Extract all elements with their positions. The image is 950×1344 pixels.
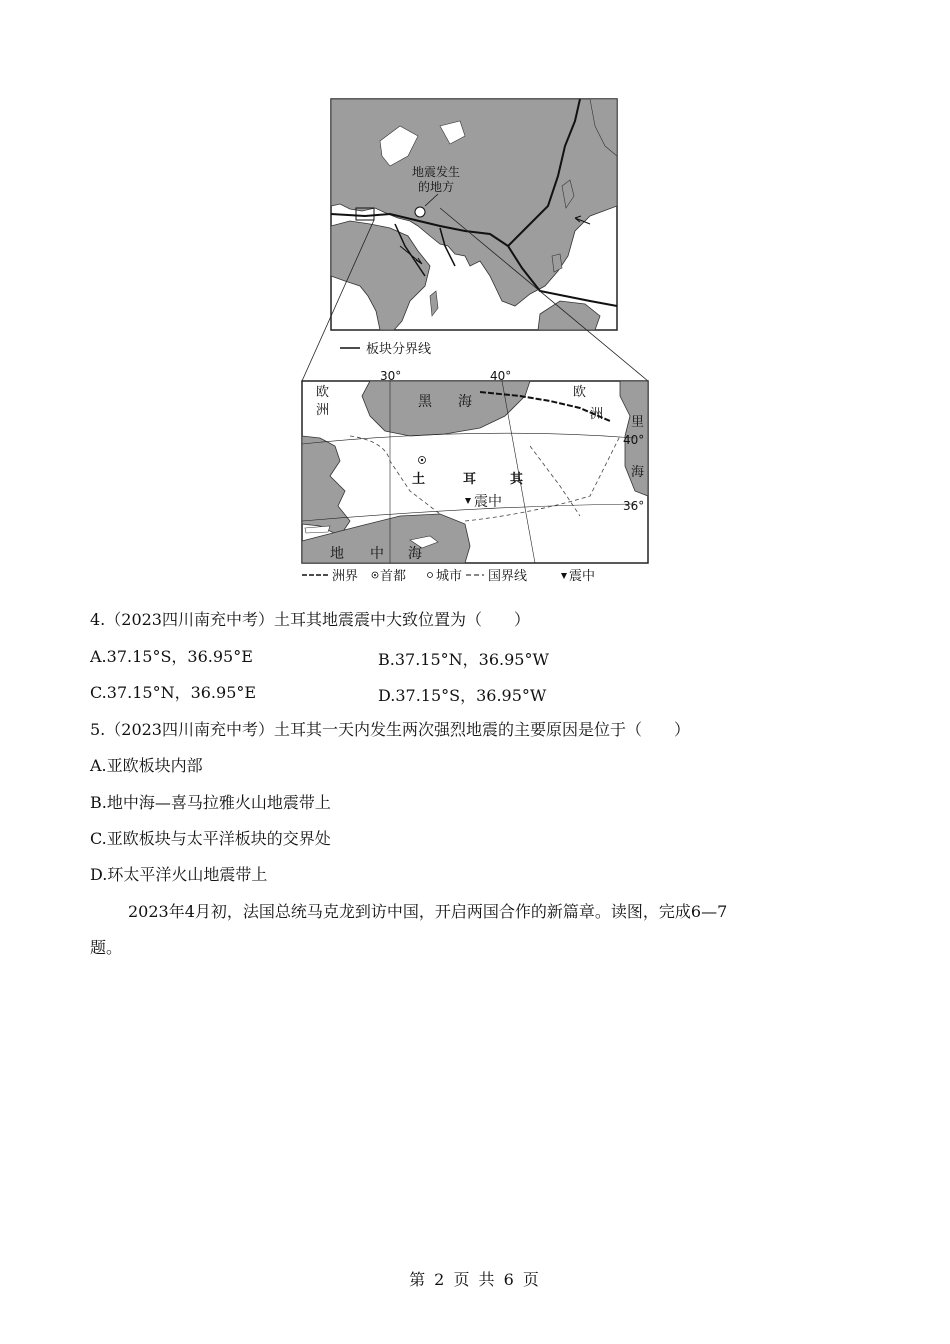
legend-capital: 首都 xyxy=(380,569,407,584)
q5-option-a: A.亚欧板块内部 xyxy=(90,756,203,775)
turkey-2: 耳 xyxy=(463,472,477,487)
med-2: 中 xyxy=(370,546,384,562)
q4-option-b: B.37.15°N，36.95°W xyxy=(378,650,549,669)
q5-stem: 5.（2023四川南充中考）土耳其一天内发生两次强烈地震的主要原因是位于（ ） xyxy=(90,720,690,739)
lat-36: 36° xyxy=(623,499,645,513)
epicenter-label: 震中 xyxy=(474,494,502,510)
q4-option-c: C.37.15°N，36.95°E xyxy=(90,683,257,702)
map-figure-svg xyxy=(290,96,660,588)
detail-map xyxy=(302,369,648,563)
turkey-1: 土 xyxy=(412,472,426,487)
europe-left-1: 欧 xyxy=(316,385,330,400)
med-1: 地 xyxy=(330,546,344,562)
world-map xyxy=(331,99,617,330)
q5-option-c: C.亚欧板块与太平洋板块的交界处 xyxy=(90,829,331,848)
black-sea-2: 海 xyxy=(458,394,472,410)
caspian-2: 海 xyxy=(631,465,645,480)
legend-continent-border: 洲界 xyxy=(332,569,359,584)
intro-line2: 题。 xyxy=(90,938,123,957)
turkey-3: 其 xyxy=(510,472,524,487)
intro-line1: 2023年4月初，法国总统马克龙到访中国，开启两国合作的新篇章。读图，完成6—7 xyxy=(128,902,728,921)
q4-option-a: A.37.15°S，36.95°E xyxy=(90,647,253,666)
map-figure xyxy=(290,96,660,588)
lat-40: 40° xyxy=(623,433,645,447)
page-footer: 第 2 页 共 6 页 xyxy=(409,1270,541,1289)
q4-option-d: D.37.15°S，36.95°W xyxy=(378,686,547,705)
caspian-1: 里 xyxy=(631,415,645,430)
black-sea-1: 黑 xyxy=(418,394,432,410)
q5-option-b: B.地中海—喜马拉雅火山地震带上 xyxy=(90,793,331,812)
europe-right-1: 欧 xyxy=(573,385,587,400)
med-3: 海 xyxy=(408,546,422,562)
annotation-line2: 的地方 xyxy=(418,180,455,194)
detail-legend xyxy=(302,568,595,584)
legend-national-border: 国界线 xyxy=(488,569,528,584)
q4-stem: 4.（2023四川南充中考）土耳其地震震中大致位置为（ ） xyxy=(90,610,530,629)
legend-epicenter: 震中 xyxy=(569,569,596,584)
q5-option-d: D.环太平洋火山地震带上 xyxy=(90,865,268,884)
lon-30: 30° xyxy=(380,369,402,383)
legend-city: 城市 xyxy=(436,569,463,584)
europe-right-2: 洲 xyxy=(590,407,604,422)
lon-40: 40° xyxy=(490,369,512,383)
europe-left-2: 洲 xyxy=(316,403,330,418)
annotation-line1: 地震发生 xyxy=(412,165,461,179)
world-legend-label: 板块分界线 xyxy=(366,342,432,357)
